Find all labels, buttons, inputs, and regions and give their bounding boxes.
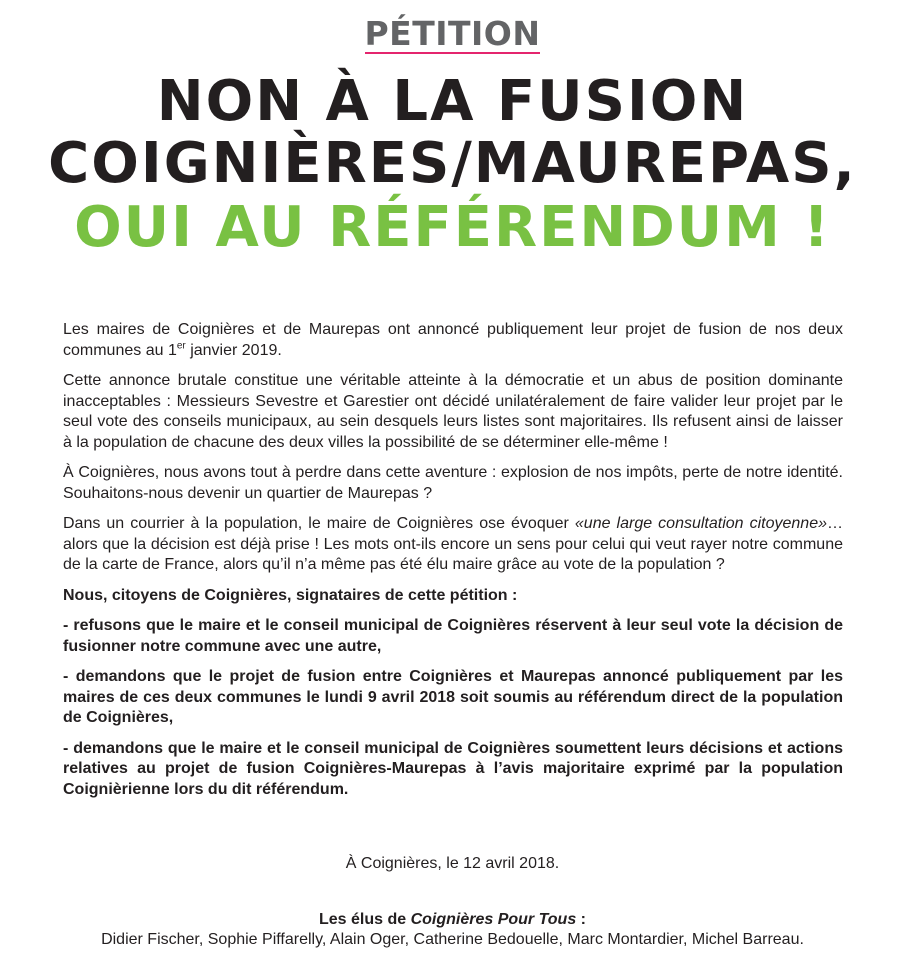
p1-superscript: er bbox=[176, 340, 186, 352]
p4-text: Dans un courrier à la population, le maire de Coignières ose évoquer bbox=[63, 515, 575, 532]
demand-majority-opinion: - demandons que le maire et le conseil municipal de Coignières soumettent leurs décisions et actions relatives au projet de fusion Coignières-Maurepas à l’avis majoritaire exprimé par la population Coignièrienne lors du dit référendum. bbox=[63, 739, 843, 798]
headline-line-2: COIGNIÈRES/MAUREPAS, bbox=[48, 131, 857, 196]
demand-refuse: - refusons que le maire et le conseil municipal de Coignières réservent à leur seul vote la décision de fusionner notre commune avec une autre, bbox=[63, 617, 843, 655]
kicker-label: PÉTITION bbox=[364, 14, 541, 53]
date-line: À Coignières, le 12 avril 2018. bbox=[345, 855, 560, 872]
paragraph-signatories-intro: Nous, citoyens de Coignières, signataires de cette pétition : bbox=[63, 586, 518, 604]
paragraph-announcement bbox=[63, 320, 843, 361]
signatories-title bbox=[0, 910, 905, 930]
p4-text-end: … alors que la décision est déjà prise ! Les mots ont-ils encore un sens pour celui qui veut rayer notre commune de la carte de France, alors qu’il n’a même pas été élu maire grâce au vote de la population ? bbox=[63, 515, 843, 573]
p4-quote: «une large consultation citoyenne» bbox=[574, 515, 827, 532]
signatories-prefix: Les élus de bbox=[318, 911, 411, 928]
signatories-group: Coignières Pour Tous bbox=[410, 911, 577, 928]
signatories-names: Didier Fischer, Sophie Piffarelly, Alain Oger, Catherine Bedouelle, Marc Montardier, Michel Barreau. bbox=[101, 931, 804, 948]
petition-body bbox=[63, 320, 843, 810]
petition-kicker bbox=[0, 16, 905, 54]
signatories-suffix: : bbox=[576, 911, 587, 928]
signatories bbox=[0, 910, 905, 950]
paragraph-consultation bbox=[63, 514, 843, 576]
headline-line-3: OUI AU RÉFÉRENDUM ! bbox=[74, 195, 831, 260]
paragraph-identity: À Coignières, nous avons tout à perdre dans cette aventure : explosion de nos impôts, perte de notre identité. Souhaitons-nous devenir un quartier de Maurepas ? bbox=[63, 464, 843, 502]
p1-text-end: janvier 2019. bbox=[185, 341, 282, 359]
headline-line-1: NON À LA FUSION bbox=[156, 69, 749, 134]
paragraph-democracy: Cette annonce brutale constitue une véritable atteinte à la démocratie et un abus de position dominante inacceptables : Messieurs Sevestre et Garestier ont décidé unilatéralement de faire valider leur projet par le seul vote des conseils municipaux, au sein desquels leurs listes sont majoritaires. Ils refusent ainsi de laisser à la population de chacune des deux villes la possibilité de se déterminer elle-même ! bbox=[63, 372, 843, 451]
p1-text: Les maires de Coignières et de Maurepas ont annoncé publiquement leur projet de fusion de nos deux communes au 1 bbox=[63, 321, 843, 359]
demand-referendum: - demandons que le projet de fusion entre Coignières et Maurepas annoncé publiquement par les maires de ces deux communes le lundi 9 avril 2018 soit soumis au référendum direct de la population de Coignières, bbox=[63, 668, 843, 726]
